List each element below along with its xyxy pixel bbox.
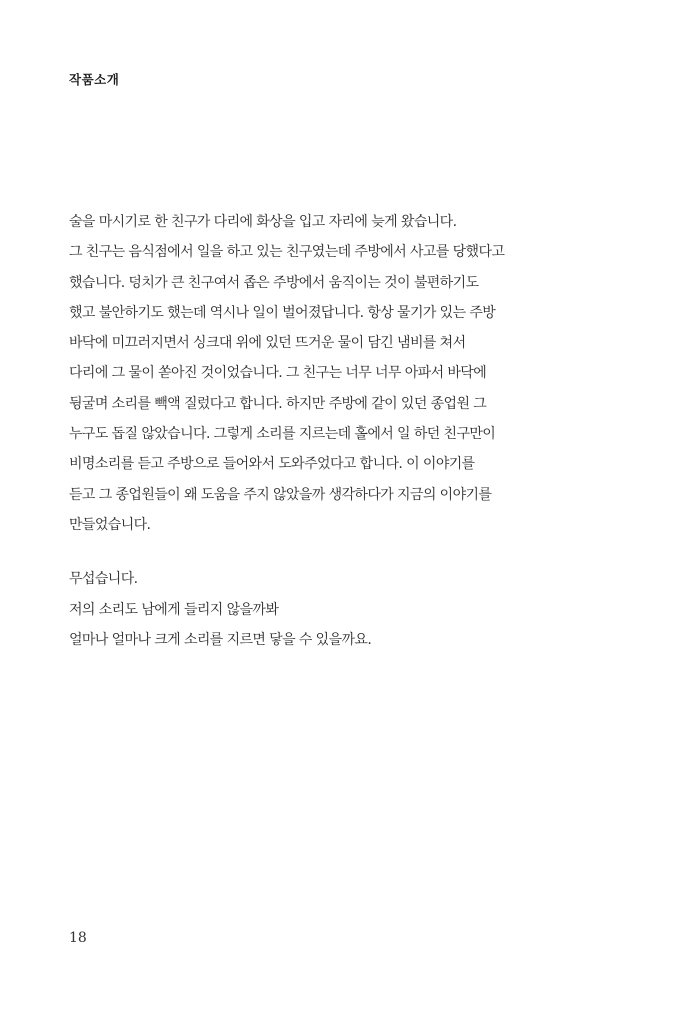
text-line: 그 친구는 음식점에서 일을 하고 있는 친구였는데 주방에서 사고를 당했다고 bbox=[69, 244, 505, 261]
text-line: 저의 소리도 남에게 들리지 않을까봐 bbox=[69, 601, 279, 618]
text-line: 다리에 그 물이 쏟아진 것이었습니다. 그 친구는 너무 너무 아파서 바닥에 bbox=[69, 365, 487, 382]
text-line: 누구도 돕질 않았습니다. 그렇게 소리를 지르는데 홀에서 일 하던 친구만이 bbox=[69, 426, 496, 443]
text-line: 술을 마시기로 한 친구가 다리에 화상을 입고 자리에 늦게 왔습니다. bbox=[69, 214, 457, 230]
paragraph-reflection bbox=[69, 564, 649, 655]
paragraph-story bbox=[69, 207, 649, 540]
text-line: 했고 불안하기도 했는데 역시나 일이 벌어졌답니다. 항상 물기가 있는 주방 bbox=[69, 304, 496, 321]
text-line: 바닥에 미끄러지면서 싱크대 위에 있던 뜨거운 물이 담긴 냄비를 쳐서 bbox=[69, 335, 466, 352]
text-line: 얼마나 얼마나 크게 소리를 지르면 닿을 수 있을까요. bbox=[69, 631, 372, 648]
text-line: 뒹굴며 소리를 빽액 질렀다고 합니다. 하지만 주방에 같이 있던 종업원 그 bbox=[69, 395, 487, 412]
paragraph-spacer bbox=[69, 540, 649, 564]
section-title: 작품소개 bbox=[69, 72, 120, 87]
body-text bbox=[69, 207, 649, 655]
text-line: 무섭습니다. bbox=[69, 571, 138, 588]
text-line: 비명소리를 듣고 주방으로 들어와서 도와주었다고 합니다. 이 이야기를 bbox=[69, 456, 475, 473]
text-line: 듣고 그 종업원들이 왜 도움을 주지 않았을까 생각하다가 지금의 이야기를 bbox=[69, 486, 492, 503]
page-number: 18 bbox=[69, 930, 87, 946]
text-line: 만들었습니다. bbox=[69, 516, 151, 533]
text-line: 했습니다. 덩치가 큰 친구여서 좁은 주방에서 움직이는 것이 불편하기도 bbox=[69, 274, 479, 291]
